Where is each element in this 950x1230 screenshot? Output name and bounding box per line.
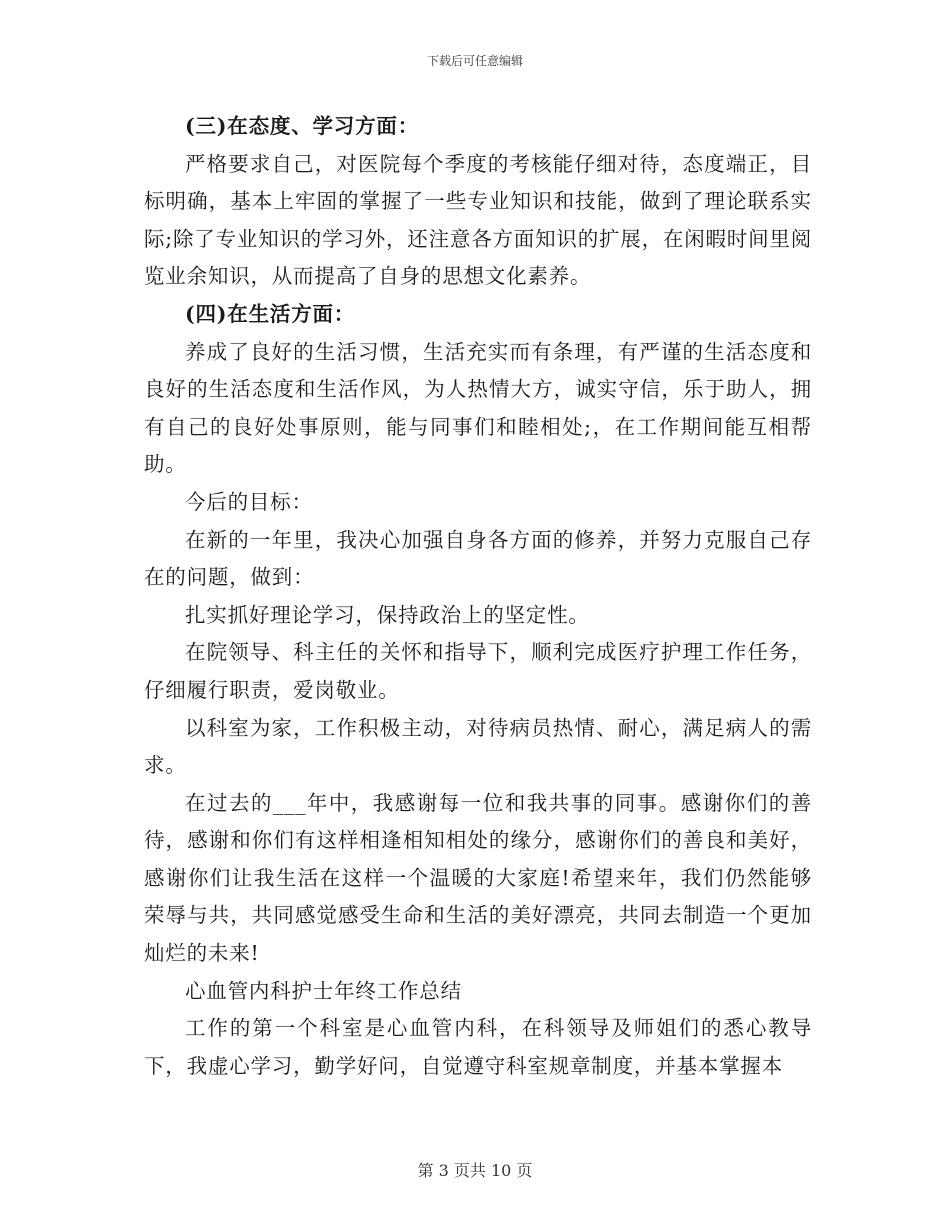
paragraph-summary-title: 心血管内科护士年终工作总结 — [185, 978, 462, 1003]
paragraph-attitude: 严格要求自己，对医院每个季度的考核能仔细对待，态度端正，目标明确，基本上牢固的掌握了一些专业知识和技能，做到了理论联系实际;除了专业知识的学习外，还注意各方面知识的扩展，在闲暇时间里阅览业余知识，从而提高了自身的思想文化素养。 — [144, 151, 813, 289]
paragraph-thanks: 在过去的___年中，我感谢每一位和我共事的同事。感谢你们的善待，感谢和你们有这样相逢相知相处的缘分，感谢你们的善良和美好，感谢你们让我生活在这样一个温暖的大家庭!希望来年，我们仍然能够荣辱与共，共同感觉感受生命和生活的美好漂亮，共同去制造一个更加灿烂的未来! — [144, 790, 812, 966]
paragraph-life: 养成了良好的生活习惯，生活充实而有条理，有严谨的生活态度和良好的生活态度和生活作风，为人热情大方，诚实守信，乐于助人，拥有自己的良好处事原则，能与同事们和睦相处;，在工作期间能互相帮助。 — [144, 339, 812, 477]
paragraph-new-year: 在新的一年里，我决心加强自身各方面的修养，并努力克服自己存在的问题，做到： — [144, 527, 812, 590]
paragraph-duties: 在院领导、科主任的关怀和指导下，顺利完成医疗护理工作任务，仔细履行职责，爱岗敬业。 — [144, 640, 812, 702]
section-heading-life: (四)在生活方面： — [185, 301, 356, 326]
page-number: 第 3 页共 10 页 — [417, 1161, 533, 1180]
page-header-note: 下载后可任意编辑 — [426, 54, 523, 68]
paragraph-future-goals-label: 今后的目标： — [185, 489, 313, 514]
document-body — [144, 108, 812, 1085]
section-heading-attitude: (三)在态度、学习方面： — [185, 114, 419, 138]
paragraph-department: 以科室为家，工作积极主动，对待病员热情、耐心，满足病人的需求。 — [144, 715, 812, 778]
paragraph-theory: 扎实抓好理论学习，保持政治上的坚定性。 — [185, 602, 590, 627]
paragraph-cardiology: 工作的第一个科室是心血管内科，在科领导及师姐们的悉心教导下，我虚心学习，勤学好问，自觉遵守科室规章制度，并基本掌握本 — [144, 1016, 812, 1078]
